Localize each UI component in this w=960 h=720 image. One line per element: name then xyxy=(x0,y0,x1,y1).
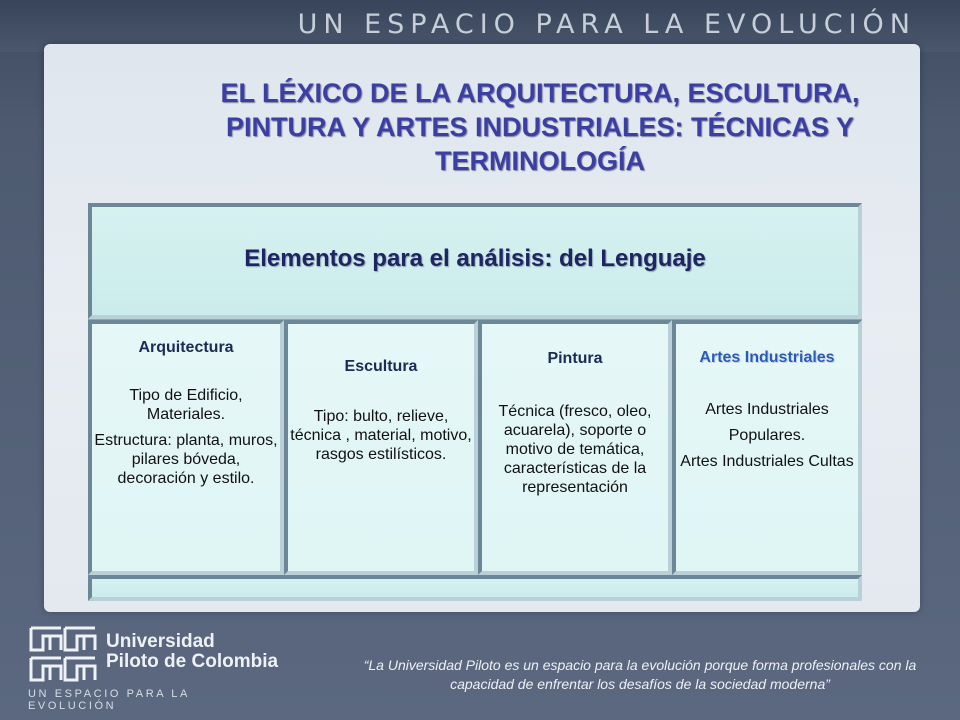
title-line-3: TERMINOLOGÍA xyxy=(435,146,645,176)
column-heading: Escultura xyxy=(344,358,418,375)
title-line-1: EL LÉXICO DE LA ARQUITECTURA, ESCULTURA, xyxy=(220,78,860,108)
column-arquitectura xyxy=(88,320,284,575)
university-name xyxy=(106,632,286,672)
university-name-line-2: Piloto de Colombia xyxy=(106,651,279,672)
column-text: Populares. xyxy=(728,427,806,444)
column-heading: Artes Industriales xyxy=(699,349,835,366)
banner-tagline: UN ESPACIO PARA LA EVOLUCIÓN xyxy=(297,9,916,40)
university-quote: “La Universidad Piloto es un espacio para la evolución porque forma profesionales con la capacidad de enfrentar los desafíos de la sociedad moderna” xyxy=(363,657,917,692)
column-text: Artes Industriales xyxy=(705,401,829,418)
column-text: Tipo: bulto, relieve, técnica , material, motivo, rasgos estilísticos. xyxy=(290,408,472,463)
column-artes-industriales xyxy=(672,320,862,575)
university-tagline: UN ESPACIO PARA LA EVOLUCIÓN xyxy=(28,688,190,712)
column-text: Estructura: planta, muros, pilares bóveda, decoración y estilo. xyxy=(94,432,278,487)
analysis-table xyxy=(88,203,862,601)
column-text: Técnica (fresco, oleo, acuarela), soporte o motivo de temática, características de la representación xyxy=(498,403,652,496)
table-footer xyxy=(88,575,862,601)
column-heading: Arquitectura xyxy=(138,339,234,356)
table-header xyxy=(88,203,862,319)
column-heading: Pintura xyxy=(547,350,603,367)
column-pintura xyxy=(478,320,672,575)
title-line-2: PINTURA Y ARTES INDUSTRIALES: TÉCNICAS Y xyxy=(225,112,855,142)
column-escultura xyxy=(284,320,478,575)
column-text: Artes Industriales Cultas xyxy=(680,453,854,470)
page-title xyxy=(160,76,920,178)
university-name-line-1: Universidad xyxy=(106,631,215,652)
table-header-text: Elementos para el análisis: del Lenguaje xyxy=(244,245,706,272)
logo-mark-icon xyxy=(28,626,98,682)
column-text: Tipo de Edificio, Materiales. xyxy=(129,387,243,423)
